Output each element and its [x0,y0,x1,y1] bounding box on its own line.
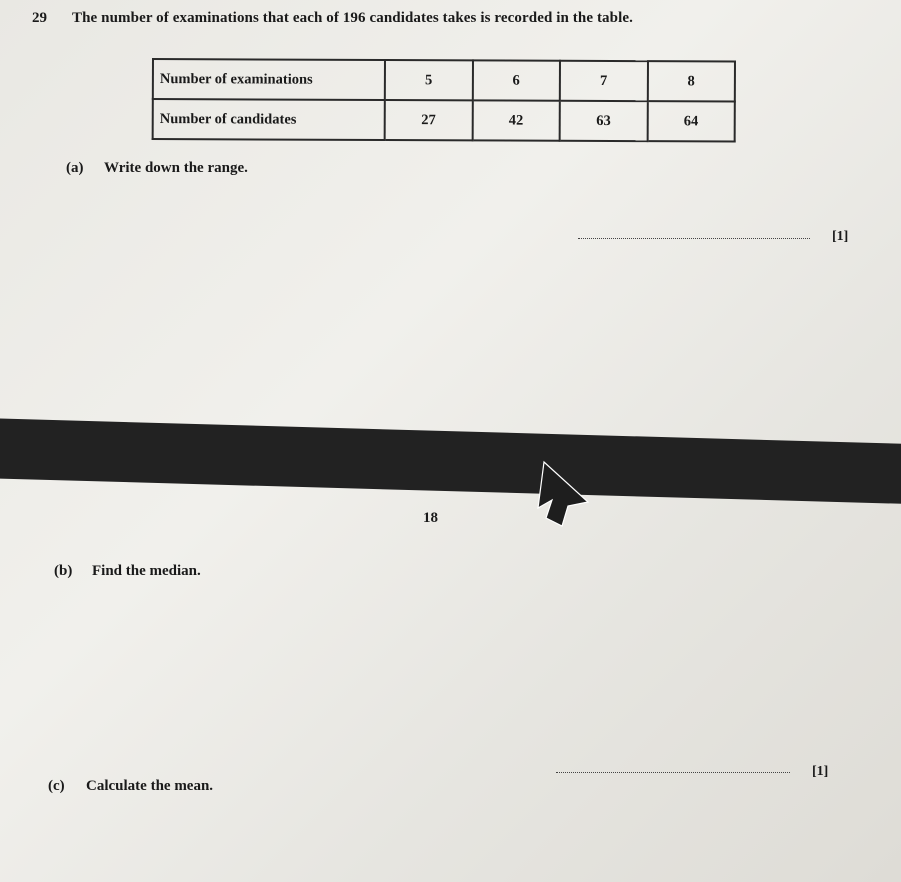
marks-a: [1] [832,229,849,244]
part-c-label: (c) [48,778,65,794]
mouse-pointer-icon [532,458,592,530]
answer-line-b[interactable] [556,772,790,773]
question-number: 29 [32,10,47,26]
marks-b: [1] [812,764,829,779]
table-cell: 27 [385,100,473,140]
answer-line-a[interactable] [578,238,810,239]
table-row [153,59,735,102]
page-divider-bar [0,418,901,505]
table-cell: 7 [560,61,648,101]
page-number: 18 [423,510,438,526]
table-row [153,99,735,142]
part-b-label: (b) [54,563,73,579]
part-a-label: (a) [66,160,84,176]
table-cell: 6 [472,60,560,100]
question-text: The number of examinations that each of 196 candidates takes is recorded in the table. [72,10,633,26]
table-cell: 63 [560,101,648,141]
frequency-table [152,58,736,143]
row-header: Number of examinations [153,59,385,100]
table-cell: 5 [385,60,473,100]
table-cell: 42 [472,100,560,140]
part-c-text: Calculate the mean. [86,778,214,794]
table-cell: 8 [647,61,735,101]
part-a-text: Write down the range. [104,160,248,176]
part-b-text: Find the median. [92,563,201,579]
row-header: Number of candidates [153,99,385,140]
table-cell: 64 [647,101,735,141]
